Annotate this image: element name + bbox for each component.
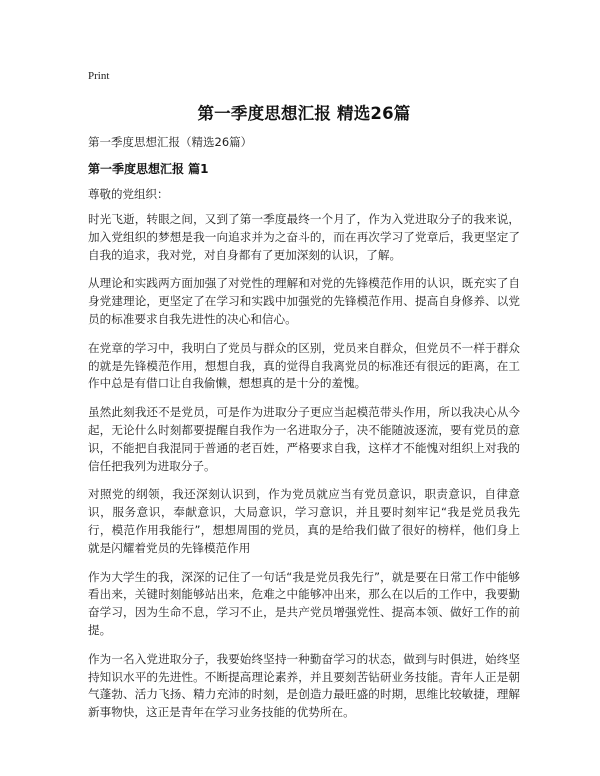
paragraph: 在党章的学习中，我明白了党员与群众的区别，党员来自群众，但党员不一样于群众的就是先锋模范作用，想想自我，真的觉得自我离党员的标准还有很远的距离，在工作中总是有借口让自我偷懒，想想真的是十分的羞愧。 <box>88 340 520 391</box>
document-body <box>88 211 520 733</box>
paragraph: 从理论和实践两方面加强了对党性的理解和对党的先锋模范作用的认识，既充实了自身党建理论，更坚定了在学习和实践中加强党的先锋模范作用、提高自身修养、以党员的标准要求自我先进性的决心和信心。 <box>88 276 520 326</box>
paragraph: 作为一名入党进取分子，我要始终坚持一种勤奋学习的状态，做到与时俱进，始终坚持知识水平的先进性。不断提高理论素养，并且要刻苦钻研业务技能。青年人正是朝气蓬勃、活力飞扬、精力充沛的时刻，是创造力最旺盛的时期，思维比较敏捷，理解新事物快，这正是青年在学习业务技能的优势所在。 <box>88 651 520 720</box>
paragraph: 对照党的纲领，我还深刻认识到，作为党员就应当有党员意识，职责意识，自律意识，服务意识，奉献意识，大局意识，学习意识，并且要时刻牢记“我是党员我先行，模范作用我能行”，想想周围的党员，真的是给我们做了很好的榜样，他们身上就是闪耀着党员的先锋模范作用 <box>88 487 520 555</box>
document-subtitle: 第一季度思想汇报（精选26篇） <box>88 135 253 149</box>
greeting: 尊敬的党组织： <box>88 187 169 201</box>
paragraph: 时光飞逝，转眼之间，又到了第一季度最终一个月了，作为入党进取分子的我来说，加入党组织的梦想是我一向追求并为之奋斗的，而在再次学习了党章后，我更坚定了自我的追求，我对党，对自身都有了更加深刻的认识，了解。 <box>88 212 520 262</box>
section-heading: 第一季度思想汇报 篇1 <box>88 162 209 176</box>
print-link[interactable]: Print <box>88 70 110 82</box>
paragraph: 虽然此刻我还不是党员，可是作为进取分子更应当起模范带头作用，所以我决心从今起，无论什么时刻都要提醒自我作为一名进取分子，决不能随波逐流，要有党员的意识，不能把自我混同于普通的老百姓，严格要求自我，这样才不能愧对组织上对我的信任把我列为进取分子。 <box>88 405 520 473</box>
document-title: 第一季度思想汇报 精选26篇 <box>197 104 411 123</box>
paragraph: 作为大学生的我，深深的记住了一句话“我是党员我先行”，就是要在日常工作中能够看出来，关键时刻能够站出来，危难之中能够冲出来，那么在以后的工作中，我要勤奋学习，因为生命不息，学习不止，是共产党员增强党性、提高本领、做好工作的前提。 <box>88 569 520 637</box>
